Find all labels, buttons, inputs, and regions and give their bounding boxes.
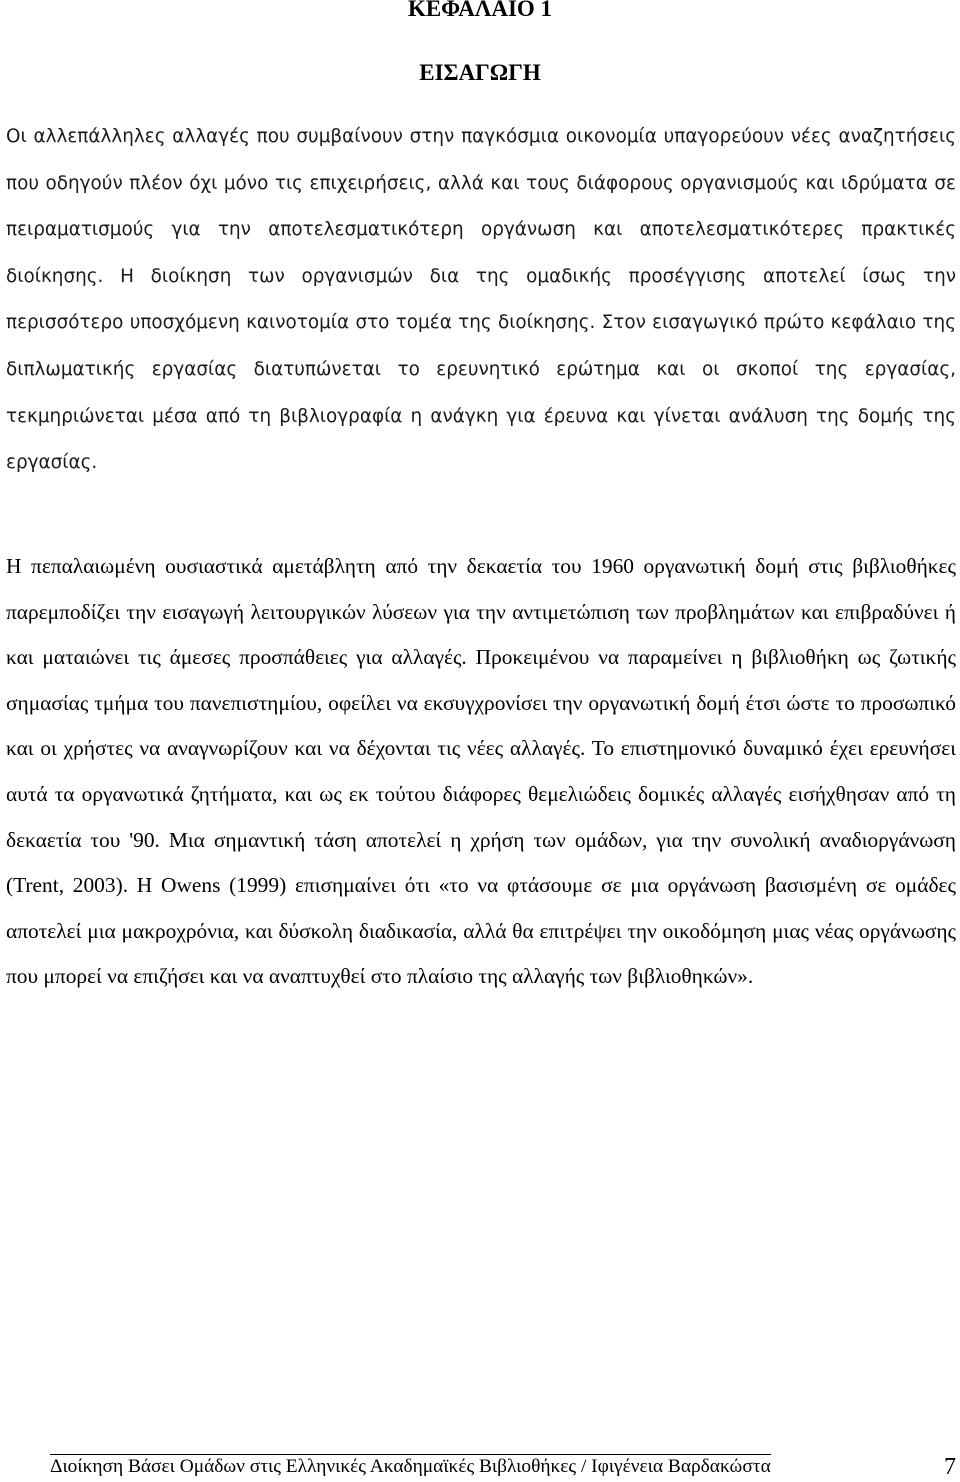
running-footer-title: Διοίκηση Βάσει Ομάδων στις Ελληνικές Ακαδημαϊκές Βιβλιοθήκες / Ιφιγένεια Βαρδακώστα bbox=[50, 1456, 771, 1477]
body-paragraph: Οι αλλεπάλληλες αλλαγές που συμβαίνουν στην παγκόσμια οικονομία υπαγορεύουν νέες αναζητήσεις που οδηγούν πλέον όχι μόνο τις επιχειρήσεις, αλλά και τους διάφορους οργανισμούς και ιδρύματα σε πειραματισμούς για την αποτελεσματικότερη οργάνωση και αποτελεσματικότερες πρακτικές διοίκησης. Η διοίκηση των οργανισμών δια της ομαδικής προσέγγισης αποτελεί ίσως την περισσότερο υποσχόμενη καινοτομία στο τομέα της διοίκησης. Στον εισαγωγικό πρώτο κεφάλαιο της διπλωματικής εργασίας διατυπώνεται το ερευνητικό ερώτημα και οι σκοποί της εργασίας, τεκμηριώνεται μέσα από τη βιβλιογραφία η ανάγκη για έρευνα και γίνεται ανάλυση της δομής της εργασίας. bbox=[6, 126, 956, 474]
body-paragraph: Η πεπαλαιωμένη ουσιαστικά αμετάβλητη από την δεκαετία του 1960 οργανωτική δομή στις βιβλιοθήκες παρεμποδίζει την εισαγωγή λειτουργικών λύσεων για την αντιμετώπιση των προβλημάτων και επιβραδύνει ή και ματαιώνει τις άμεσες προσπάθειες για αλλαγές. Προκειμένου να παραμείνει η βιβλιοθήκη ως ζωτικής σημασίας τμήμα του πανεπιστημίου, οφείλει να εκσυγχρονίσει την οργανωτική δομή έτσι ώστε το προσωπικό και οι χρήστες να αναγνωρίζουν και να δέχονται τις νέες αλλαγές. Το επιστημονικό δυναμικό έχει ερευνήσει αυτά τα οργανωτικά ζητήματα, και ως εκ τούτου διάφορες θεμελιώδεις δομικές αλλαγές εισήχθησαν από τη δεκαετία του '90. Μια σημαντική τάση αποτελεί η χρήση των ομάδων, για την συνολική αναδιοργάνωση (Trent, 2003). Η Owens (1999) επισημαίνει ότι «το να φτάσουμε σε μια οργάνωση βασισμένη σε ομάδες αποτελεί μια μακροχρόνια, και δύσκολη διαδικασία, αλλά θα επιτρέψει την οικοδόμηση μιας νέας οργάνωσης που μπορεί να επιζήσει και να αναπτυχθεί στο πλαίσιο της αλλαγής των βιβλιοθηκών». bbox=[6, 554, 956, 989]
page-footer bbox=[0, 1450, 960, 1482]
page-number: 7 bbox=[944, 1454, 956, 1480]
chapter-title: ΕΙΣΑΓΩΓΗ bbox=[419, 60, 541, 85]
chapter-label: ΚΕΦΑΛΑΙΟ 1 bbox=[407, 0, 553, 21]
